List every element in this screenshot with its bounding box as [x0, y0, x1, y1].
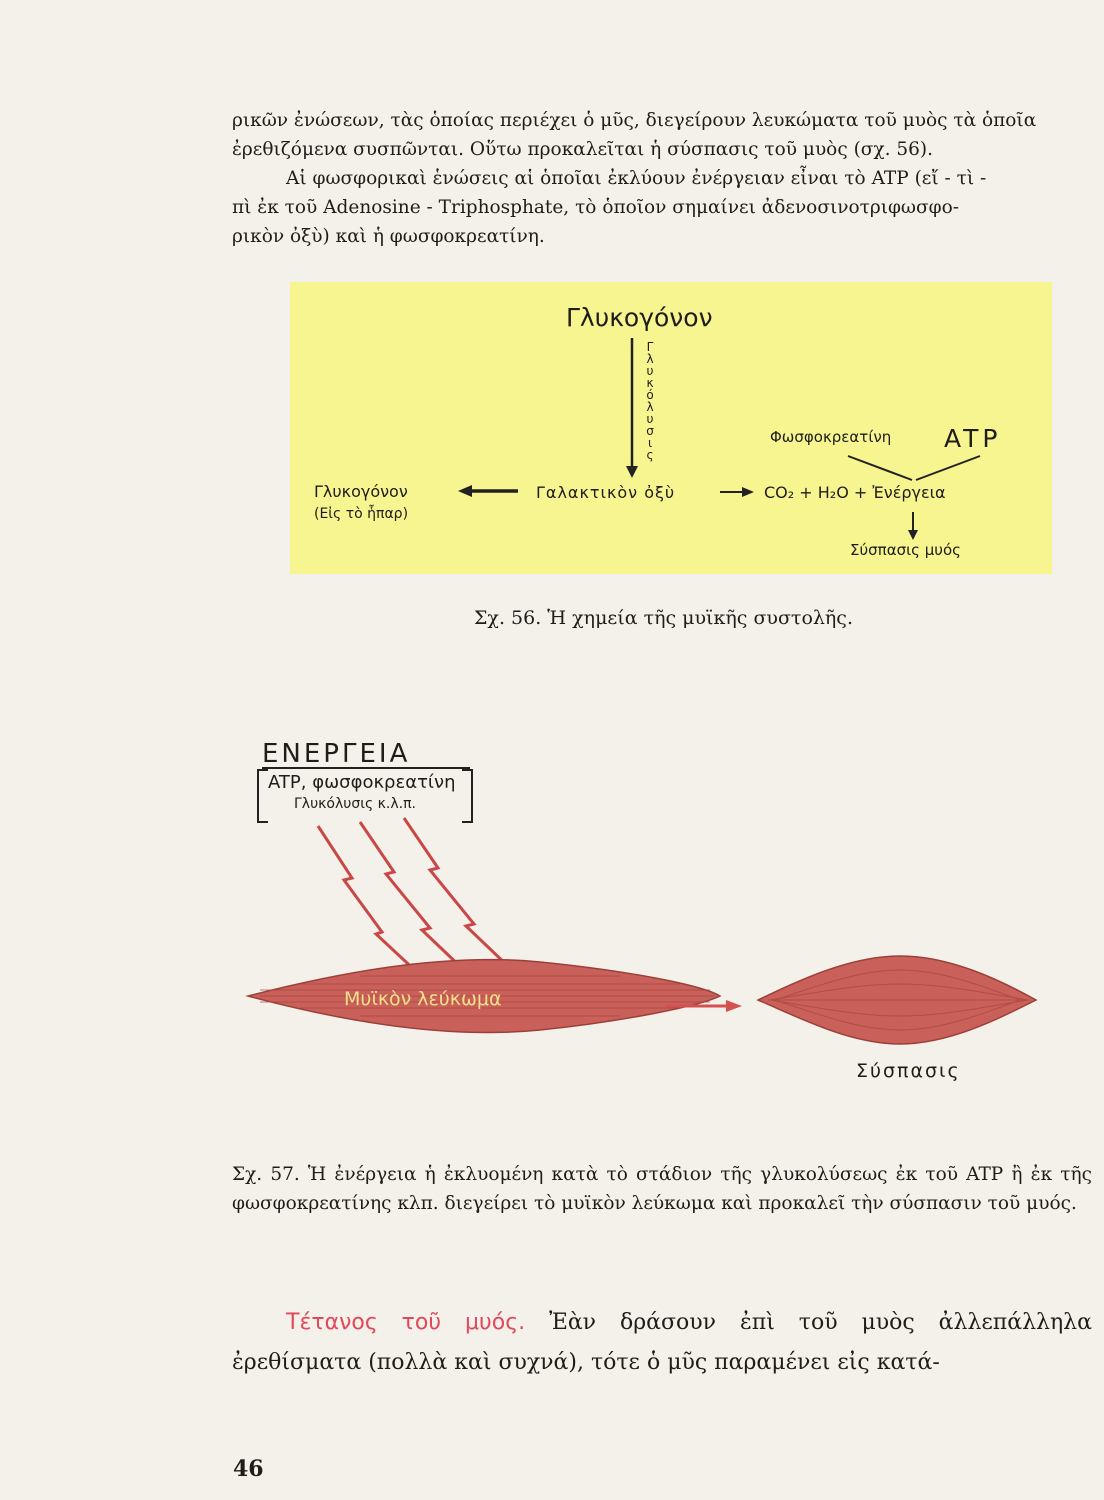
paragraph-line: ρικῶν ἐνώσεων, τὰς ὁποίας περιέχει ὁ μῦς, διεγείρουν λευκώματα τοῦ μυὸς τὰ ὁποῖα — [232, 110, 1037, 131]
page-number: 46 — [233, 1456, 264, 1482]
figure-56-caption: Σχ. 56. Ἡ χημεία τῆς μυϊκῆς συστολῆς. — [474, 607, 853, 629]
figure-57-caption: Σχ. 57. Ἡ ἐνέργεια ἡ ἐκλυομένη κατὰ τὸ στάδιον τῆς γλυκολύσεως ἐκ τοῦ ATP ἢ ἐκ τῆς φωσφοκρεατίνης κλπ. διεγείρει τὸ μυϊκὸν λεύκωμα καὶ προκαλεῖ τὴν σύσπασιν τοῦ μυός. — [232, 1164, 1092, 1214]
phosphocreatine-label: Φωσφοκρεατίνη — [770, 428, 892, 446]
tetanus-text: Ἐὰν δράσουν ἐπὶ τοῦ μυὸς ἀλλεπάλληλα ἐρεθίσματα (πολλὰ καὶ συχνά), τότε ὁ μῦς παραμένει εἰς κατά- — [232, 1310, 1092, 1375]
lactic-acid-label: Γαλακτικὸν ὀξὺ — [536, 483, 676, 502]
glycolysis-vertical-label: Γλυκόλυσις — [643, 340, 657, 460]
glycogen-top-label: Γλυκογόνον — [566, 303, 713, 332]
paragraph-line: Αἱ φωσφορικαὶ ἑνώσεις αἱ ὁποῖαι ἐκλύουν ἐνέργειαν εἶναι τὸ ATP (εἴ - τὶ - — [286, 168, 987, 189]
energy-line-2: Γλυκόλυσις κ.λ.π. — [294, 796, 416, 812]
paragraph-line: πὶ ἐκ τοῦ Adenosine - Triphosphate, τὸ ὁποῖον σημαίνει ἀδενοσινοτριφωσφο- — [232, 197, 959, 218]
glycogen-liver-note: (Εἰς τὸ ἧπαρ) — [314, 506, 409, 522]
muscle-protein-label: Μυϊκὸν λεύκωμα — [344, 988, 502, 1010]
energy-title: ΕΝΕΡΓΕΙΑ — [262, 739, 411, 769]
products-label: CO₂ + H₂O + Ἐνέργεια — [764, 483, 946, 502]
glycogen-left-label: Γλυκογόνον — [314, 482, 408, 501]
lightning-bolt-icon — [318, 818, 510, 975]
tetanus-heading: Τέτανος τοῦ μυός. — [286, 1310, 526, 1335]
tetanus-paragraph — [232, 1303, 1092, 1383]
paragraph-line: ρικὸν ὀξὺ) καὶ ἡ φωσφοκρεατίνη. — [232, 226, 545, 247]
energy-line-1: ATP, φωσφοκρεατίνη — [268, 772, 456, 793]
contraction-label: Σύσπασις μυός — [850, 541, 961, 559]
atp-label: ATP — [944, 424, 1002, 453]
contraction-figure-label: Σύσπασις — [856, 1060, 961, 1082]
paragraph-line: ἐρεθιζόμενα συσπῶνται. Οὕτω προκαλεῖται ἡ σύσπασις τοῦ μυὸς (σχ. 56). — [232, 139, 934, 160]
